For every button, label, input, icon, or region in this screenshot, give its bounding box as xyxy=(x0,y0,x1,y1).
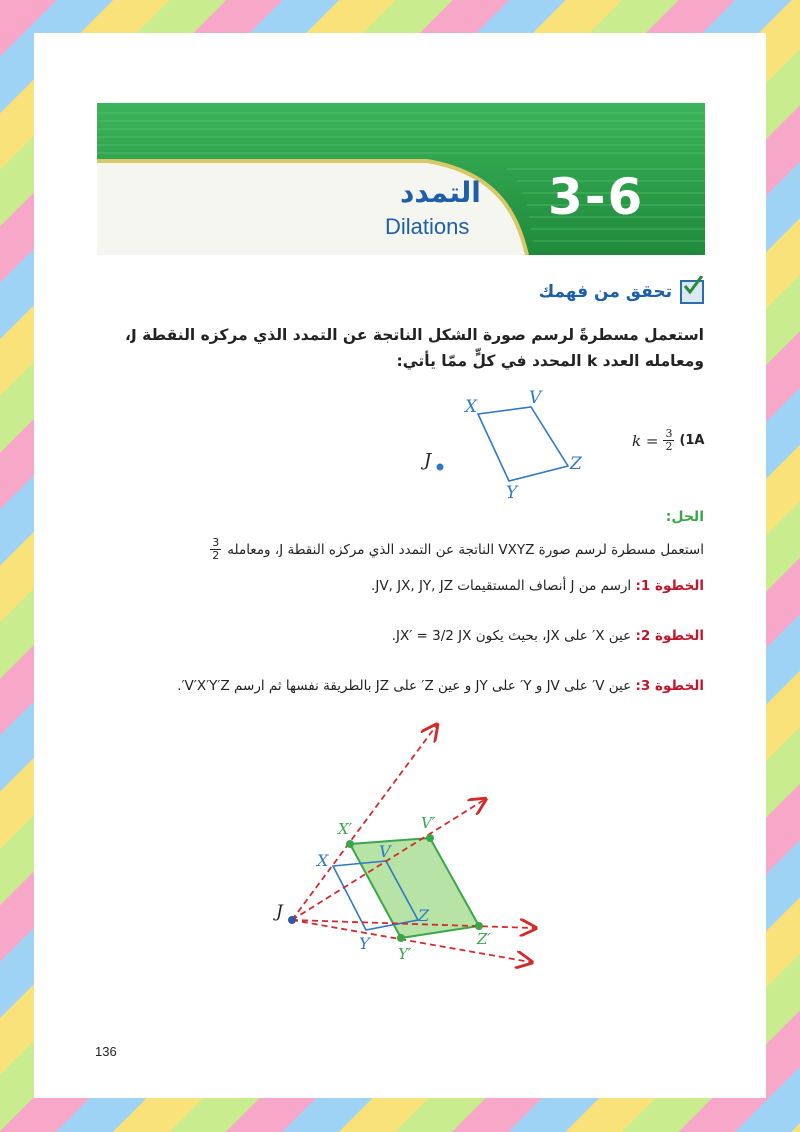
k-denominator: 2 xyxy=(665,440,673,453)
center-j-icon xyxy=(288,916,296,924)
lesson-title-ar: التمدد xyxy=(400,176,481,209)
diag-label-j: J xyxy=(276,902,283,922)
page-number: 136 xyxy=(95,1044,117,1059)
solution-intro: استعمل مسطرة لرسم صورة VXYZ الناتجة عن التمدد الذي مركزه النقطة J، ومعامله xyxy=(227,541,704,558)
k-numerator: 3 xyxy=(665,427,673,440)
lesson-number: 3-6 xyxy=(548,168,645,226)
step-1-text: ارسم من J أنصاف المستقيمات JV, JX, JY, JZ. xyxy=(371,578,632,594)
diag-label-z-prime: Z′ xyxy=(477,930,491,948)
diag-label-y-prime: Y′ xyxy=(398,945,412,963)
fig-label-y: Y xyxy=(506,483,518,503)
lesson-title-en: Dilations xyxy=(385,214,470,239)
problem-number: (1A xyxy=(679,433,705,448)
step-3-label: الخطوة 3: xyxy=(635,678,704,694)
scale-denominator: 2 xyxy=(212,549,220,562)
scale-numerator: 3 xyxy=(212,536,220,549)
problem-instructions: استعمل مسطرةً لرسم صورة الشكل الناتجة عن التمدد الذي مركزه النقطة J، ومعامله العدد k المحدد في كلٍّ ممّا يأتي: xyxy=(125,326,704,370)
check-understanding-label: تحقق من فهمك xyxy=(538,282,672,302)
diag-label-x-prime: X′ xyxy=(338,820,353,838)
step-2-label: الخطوة 2: xyxy=(635,628,704,644)
diag-label-y: Y xyxy=(359,934,370,953)
fig-label-v: V xyxy=(529,388,542,408)
point-y-prime-icon xyxy=(397,934,405,942)
diag-label-v-prime: V′ xyxy=(421,814,436,832)
step-3-text: عين V′ على JV و Y′ على JY و عين Z′ على JZ بالطريقة نفسها ثم ارسم V′X′Y′Z′. xyxy=(177,678,632,694)
diag-label-z: Z xyxy=(418,906,430,925)
step-2-text: عين X′ على JX، بحيث يكون JX′ = 3/2 JX. xyxy=(391,628,632,644)
diag-label-v: V xyxy=(379,842,391,861)
fig-label-z: Z xyxy=(570,454,582,474)
point-x-prime-icon xyxy=(346,840,354,848)
image-parallelogram xyxy=(350,838,479,938)
point-z-prime-icon xyxy=(475,922,483,930)
fig-label-x: X xyxy=(465,397,478,417)
fig-label-j: J xyxy=(424,450,432,471)
point-v-prime-icon xyxy=(426,834,434,842)
diag-label-x: X xyxy=(317,851,329,870)
k-label: k = xyxy=(632,431,659,450)
solution-heading: الحل: xyxy=(665,509,704,525)
step-1-label: الخطوة 1: xyxy=(635,578,704,594)
